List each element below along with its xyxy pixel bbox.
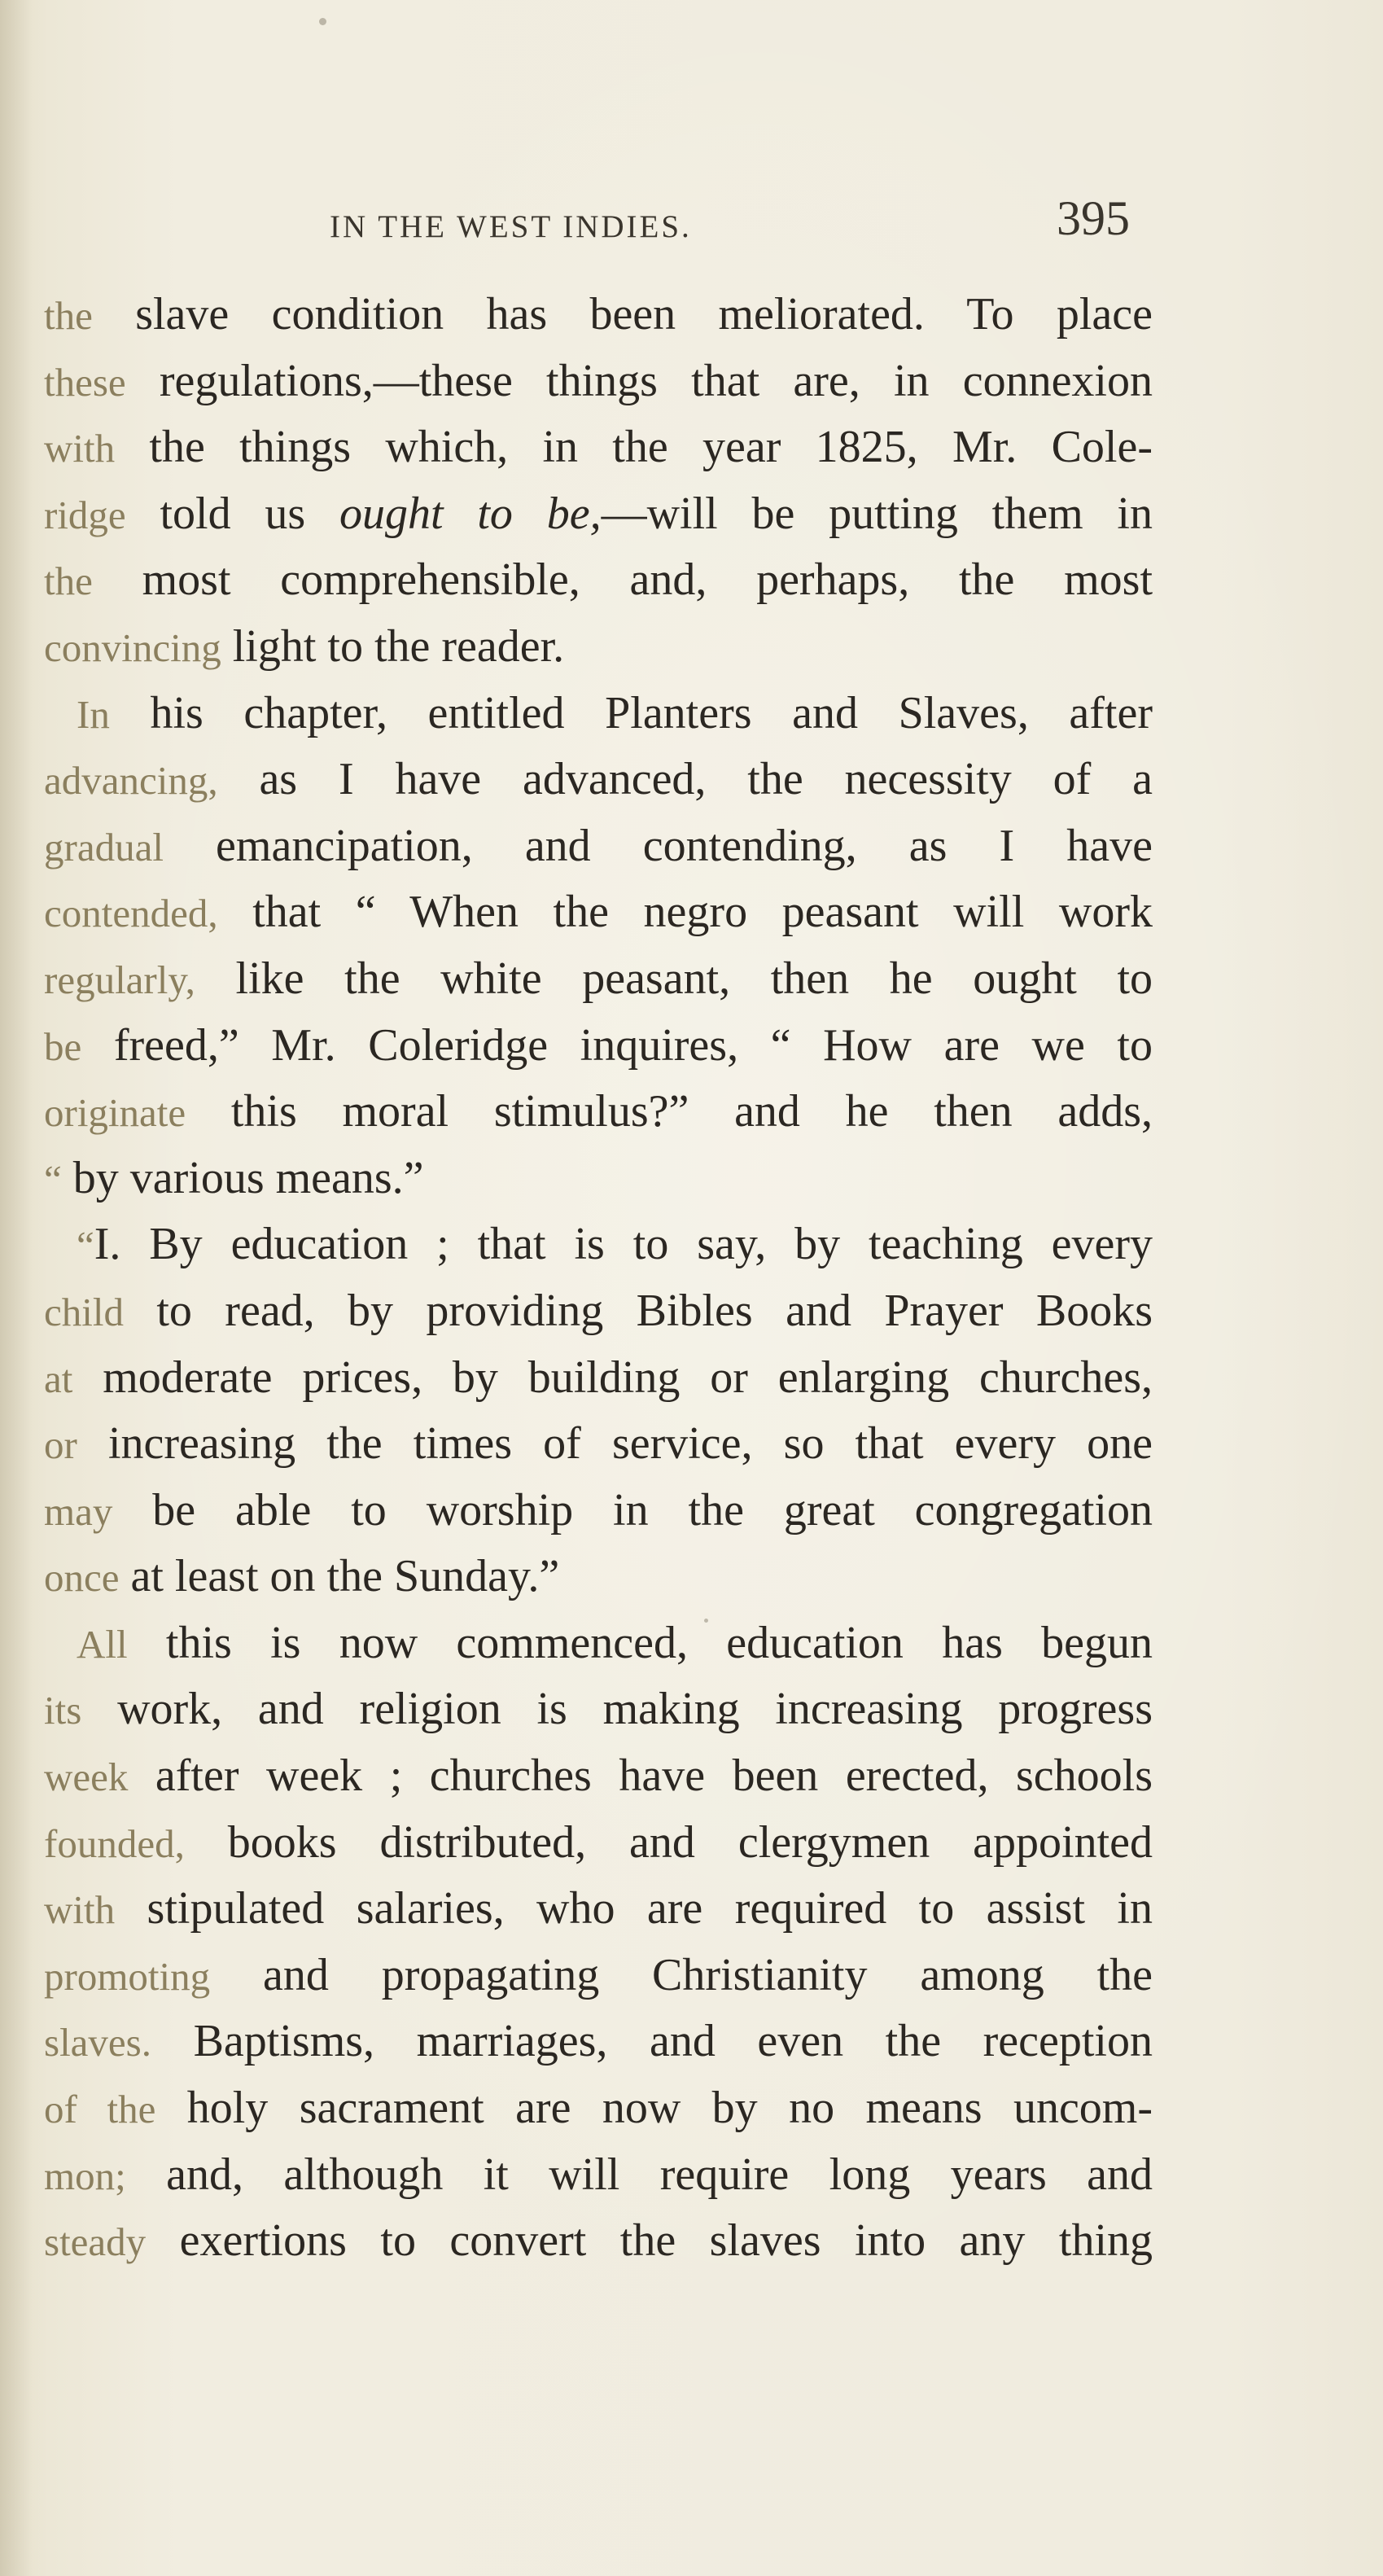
text-line <box>44 1943 1153 2009</box>
line-text: slave condition has been meliorated. To place <box>92 289 1153 340</box>
line-lead: week <box>44 1755 129 1800</box>
line-text: that “ When the negro peasant will work <box>217 887 1153 938</box>
line-text: regulations,—these things that are, in connexion <box>125 355 1153 406</box>
text-line <box>44 2142 1153 2209</box>
line-text: work, and religion is making increasing progress <box>81 1684 1153 1735</box>
line-text: increasing the times of service, so that every one <box>77 1418 1153 1470</box>
line-lead: be <box>44 1023 82 1069</box>
line-lead: convincing <box>44 624 221 670</box>
text-line <box>44 1743 1153 1810</box>
line-lead: steady <box>44 2219 147 2265</box>
line-text: this moral stimulus?” and he then adds, <box>186 1086 1153 1137</box>
text-line <box>44 946 1153 1013</box>
text-line <box>44 348 1153 415</box>
line-lead: gradual <box>44 824 164 870</box>
body-text <box>44 282 1153 2275</box>
line-text: light to the reader. <box>221 620 565 672</box>
paper-speck <box>319 18 326 25</box>
line-text: holy sacrament are now by no means uncom- <box>155 2083 1153 2134</box>
line-text: at least on the Sunday.” <box>119 1551 560 1602</box>
text-line <box>44 481 1153 548</box>
text-line <box>44 1544 1153 1610</box>
line-lead: child <box>44 1289 124 1334</box>
line-text: to read, by providing Bibles and Prayer Books <box>123 1285 1153 1336</box>
line-lead: at <box>44 1356 73 1401</box>
line-text: after week ; churches have been erected, schools <box>128 1750 1153 1802</box>
text-line <box>44 1478 1153 1544</box>
text-line <box>44 282 1153 348</box>
line-lead: “ <box>44 1156 62 1202</box>
text-line <box>44 2075 1153 2142</box>
line-lead: slaves. <box>44 2020 151 2066</box>
line-text: by various means.” <box>61 1152 424 1203</box>
text-line <box>44 414 1153 481</box>
line-lead: with <box>44 426 116 471</box>
text-line <box>44 1278 1153 1345</box>
text-line <box>44 1079 1153 1146</box>
line-lead: these <box>44 359 126 405</box>
line-italic: ought to be, <box>339 488 602 539</box>
line-text: —will be putting them in <box>601 488 1153 539</box>
text-line <box>44 614 1153 681</box>
text-line <box>44 1676 1153 1743</box>
line-text: like the white peasant, then he ought to <box>195 953 1153 1004</box>
line-lead: the <box>44 293 93 338</box>
line-lead: advancing, <box>44 758 218 804</box>
text-line <box>44 879 1153 946</box>
line-text: be able to worship in the great congregation <box>112 1484 1153 1536</box>
text-line <box>44 1876 1153 1943</box>
line-text: stipulated salaries, who are required to assist in <box>115 1883 1153 1934</box>
running-head <box>0 186 1383 259</box>
line-lead: its <box>44 1688 82 1733</box>
line-lead: of the <box>44 2087 156 2132</box>
line-lead: All <box>77 1621 128 1667</box>
line-text: I. By education ; that is to say, by teaching every <box>94 1219 1153 1270</box>
line-text: his chapter, entitled Planters and Slaves, after <box>109 687 1153 738</box>
text-line <box>44 1610 1153 1677</box>
text-line <box>44 1810 1153 1877</box>
text-line <box>44 1146 1153 1212</box>
text-line <box>44 681 1153 747</box>
line-lead: promoting <box>44 1953 211 1999</box>
line-lead: In <box>77 691 110 737</box>
line-text: told us <box>125 488 340 539</box>
line-text: and propagating Christianity among the <box>210 1949 1153 2000</box>
line-lead: “ <box>77 1223 94 1268</box>
text-line <box>44 813 1153 880</box>
text-line <box>44 1345 1153 1412</box>
text-line <box>44 2009 1153 2075</box>
line-lead: contended, <box>44 891 218 936</box>
line-text: as I have advanced, the necessity of a <box>217 754 1153 805</box>
line-text: books distributed, and clergymen appointed <box>184 1816 1153 1868</box>
line-text: exertions to convert the slaves into any thing <box>146 2215 1153 2267</box>
running-title: IN THE WEST INDIES. <box>330 209 692 244</box>
line-lead: ridge <box>44 492 126 537</box>
line-lead: with <box>44 1887 116 1933</box>
gutter-shadow <box>0 0 33 2576</box>
line-text: the things which, in the year 1825, Mr. Cole- <box>115 422 1153 473</box>
line-lead: or <box>44 1422 77 1468</box>
line-text: freed,” Mr. Coleridge inquires, “ How are we to <box>81 1019 1153 1071</box>
line-lead: mon; <box>44 2153 126 2198</box>
line-lead: once <box>44 1555 120 1601</box>
line-text: this is now commenced, education has begun <box>127 1617 1153 1668</box>
text-line <box>44 2208 1153 2275</box>
line-text: Baptisms, marriages, and even the reception <box>151 2016 1153 2067</box>
text-line <box>44 1411 1153 1478</box>
text-line <box>44 547 1153 614</box>
line-lead: founded, <box>44 1820 185 1866</box>
line-text: emancipation, and contending, as I have <box>163 820 1153 871</box>
line-lead: may <box>44 1488 113 1534</box>
line-text: and, although it will require long years and <box>125 2149 1153 2200</box>
page-number: 395 <box>1057 191 1130 245</box>
line-text: most comprehensible, and, perhaps, the most <box>92 554 1153 606</box>
line-lead: originate <box>44 1090 186 1136</box>
text-line <box>44 747 1153 813</box>
line-lead: regularly, <box>44 957 195 1002</box>
line-text: moderate prices, by building or enlarging churches, <box>72 1352 1153 1403</box>
text-line <box>44 1211 1153 1278</box>
text-line <box>44 1013 1153 1080</box>
line-lead: the <box>44 559 93 604</box>
